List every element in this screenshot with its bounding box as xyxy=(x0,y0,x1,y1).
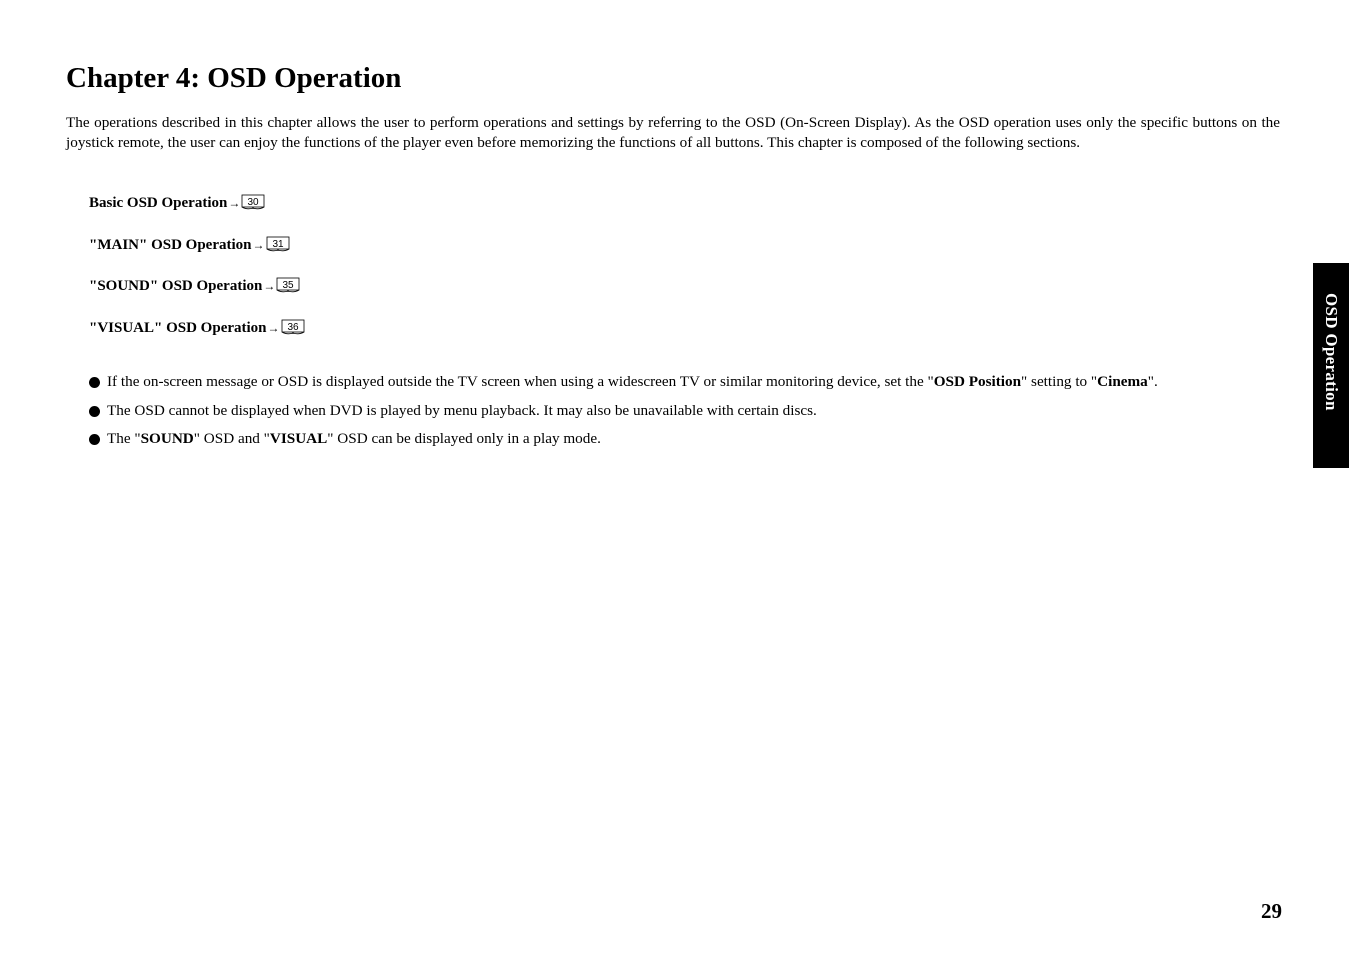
book-icon xyxy=(281,319,305,336)
osd-name: VISUAL xyxy=(269,430,328,448)
notes-list xyxy=(89,372,1158,458)
section-item-main[interactable] xyxy=(89,235,305,277)
arrow-icon: → xyxy=(228,196,241,210)
setting-value: Cinema xyxy=(1097,373,1148,390)
section-list xyxy=(89,193,305,359)
arrow-icon: → xyxy=(252,237,265,252)
section-label: "VISUAL" OSD Operation xyxy=(89,319,267,336)
side-tab[interactable] xyxy=(1313,263,1349,468)
page-number: 29 xyxy=(1261,899,1282,923)
page-reference[interactable] xyxy=(241,194,265,211)
page-number-ref: 35 xyxy=(282,280,294,291)
note-item xyxy=(89,429,1158,458)
intro-paragraph: The operations described in this chapter allows the user to perform operations and settings by referring to the OSD (On-Screen Display). As the OSD operation uses only the specific buttons on the joystick remote, the user can enjoy the functions of the player even before memorizing the functions of all buttons. This chapter is composed of the following sections. xyxy=(66,114,1280,151)
arrow-icon: → xyxy=(267,320,280,335)
bullet-icon xyxy=(89,377,100,388)
section-item-sound[interactable] xyxy=(89,276,305,318)
book-icon xyxy=(241,194,265,211)
page-reference[interactable] xyxy=(266,236,290,253)
page-reference[interactable] xyxy=(281,319,305,336)
setting-name: OSD Position xyxy=(933,373,1022,390)
page-number-ref: 36 xyxy=(286,321,299,333)
section-label: Basic OSD Operation xyxy=(89,195,228,211)
section-item-visual[interactable] xyxy=(89,318,305,360)
page-number-ref: 30 xyxy=(247,197,259,208)
book-icon xyxy=(276,277,300,294)
bullet-icon xyxy=(89,434,100,445)
note-item xyxy=(89,372,1158,401)
chapter-title: Chapter 4: OSD Operation xyxy=(66,62,402,94)
page-reference[interactable] xyxy=(276,277,300,294)
book-icon xyxy=(266,236,290,253)
osd-name: SOUND xyxy=(140,430,194,448)
note-item xyxy=(89,401,1158,430)
arrow-icon: → xyxy=(263,279,276,293)
side-tab-label: OSD Operation xyxy=(1322,293,1341,411)
bullet-icon xyxy=(89,406,100,417)
section-label: "MAIN" OSD Operation xyxy=(89,236,252,253)
note-text: The "SOUND" OSD and "VISUAL" OSD can be displayed only in a play mode. xyxy=(107,430,601,448)
section-label: "SOUND" OSD Operation xyxy=(89,278,263,294)
section-item-basic[interactable] xyxy=(89,193,305,235)
page-number-ref: 31 xyxy=(271,238,284,250)
note-text: If the on-screen message or OSD is displayed outside the TV screen when using a widescreen TV or similar monitoring device, set the "OSD Position" setting to "Cinema". xyxy=(107,373,1158,390)
note-text: The OSD cannot be displayed when DVD is played by menu playback. It may also be unavailable with certain discs. xyxy=(107,401,817,419)
